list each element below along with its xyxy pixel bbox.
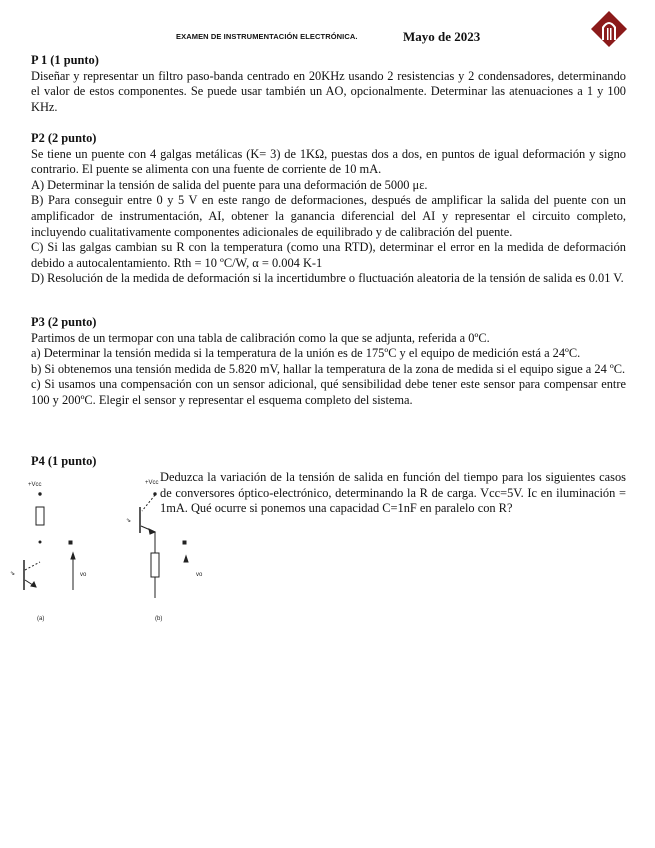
p2-line: Se tiene un puente con 4 galgas metálicas (K= 3) de 1KΩ, puestas dos a dos, en puntos de igual deformación y signo contrario. El puente se alimenta con una fuente de corriente de 10 mA. xyxy=(31,146,626,177)
optoelectronic-circuit-diagram xyxy=(0,470,240,630)
circuit-b-label: (b) xyxy=(155,616,163,622)
university-crest-logo xyxy=(590,10,628,48)
vo-arrow-a-icon xyxy=(71,553,75,559)
p3-line: b) Si obtenemos una tensión medida de 5.820 mV, hallar la temperatura de la zona de medida si el equipo sigue a 24 ºC. xyxy=(31,361,626,376)
question-p1 xyxy=(31,53,626,115)
p2-line: D) Resolución de la medida de deformación si la incertidumbre o fluctuación aleatoria de la tensión de salida es 0.01 V. xyxy=(31,271,624,286)
exam-title: EXAMEN DE INSTRUMENTACIÓN ELECTRÓNICA. xyxy=(176,32,358,41)
vo-b-label: vo xyxy=(196,572,203,578)
exam-date: Mayo de 2023 xyxy=(403,29,481,44)
p4-heading: P4 (1 punto) xyxy=(31,454,97,468)
circuit-a-label: (a) xyxy=(37,616,45,622)
p3-line: a) Determinar la tensión medida si la temperatura de la unión es de 175ºC y el equipo de medición está a 24ºC. xyxy=(31,346,581,361)
question-p2 xyxy=(31,131,626,287)
p3-line: Partimos de un termopar con una tabla de calibración como la que se adjunta, referida a 0ºC. xyxy=(31,330,490,345)
question-p4 xyxy=(31,454,626,470)
p2-line: A) Determinar la tensión de salida del puente para una deformación de 5000 με. xyxy=(31,177,428,192)
svg-text:⇘: ⇘ xyxy=(126,518,132,524)
vo-arrow-b-icon xyxy=(184,556,188,562)
p2-line: B) Para conseguir entre 0 y 5 V en este rango de deformaciones, después de amplificar la salida del puente con un amplificador de instrumentación, AI, obtener la ganancia diferencial del AI y representar el circuito completo, incluyendo cualitativamente componentes adicionales de equilibrado y de calibración del puente. xyxy=(31,193,626,239)
p1-text: Diseñar y representar un filtro paso-banda centrado en 20KHz usando 2 resistencias y 2 condensadores, determinando el valor de estos componentes. Se puede usar también un AO, opcionalmente. Determinar las atenuaciones a 1 y 100 KHz. xyxy=(31,68,626,114)
p2-heading: P2 (2 punto) xyxy=(31,131,97,145)
p1-heading: P 1 (1 punto) xyxy=(31,53,99,67)
p4-text: Deduzca la variación de la tensión de salida en función del tiempo para los siguientes casos de conversores óptico-electrónico, determinando la R de carga. Vcc=5V. Ic en iluminación = 1mA. Qué ocurre si ponemos una capacidad C=1nF en paralelo con R? xyxy=(160,470,626,516)
vcc-b-label: +Vcc xyxy=(145,480,159,486)
p3-heading: P3 (2 punto) xyxy=(31,315,97,329)
resistor-b-icon xyxy=(151,553,159,577)
vo-a-label: vo xyxy=(80,572,87,578)
vcc-a-label: +Vcc xyxy=(28,482,42,488)
question-p3 xyxy=(31,315,626,409)
p2-line: C) Si las galgas cambian su R con la temperatura (como una RTD), determinar el error en la medida de deformación debido a autocalentamiento. Rth = 10 ºC/W, α = 0.004 K-1 xyxy=(31,240,626,270)
resistor-a-icon xyxy=(36,507,44,525)
svg-text:⇘: ⇘ xyxy=(10,571,16,577)
p3-line: c) Si usamos una compensación con un sensor adicional, qué sensibilidad debe tener este sensor para compensar entre 100 y 200ºC. Elegir el sensor y representar el esquema completo del sistema. xyxy=(31,377,626,407)
